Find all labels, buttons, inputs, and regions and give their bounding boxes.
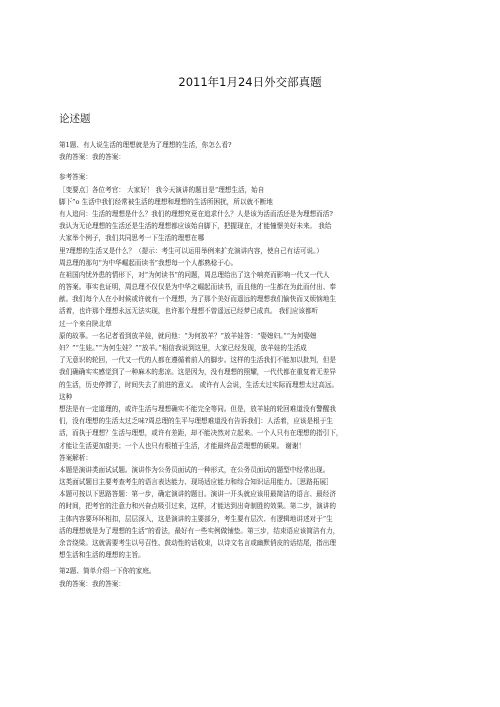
- reference-answer-line: 脚下”o 生活中我们经常被生活的理想和理想的生活所困扰，所以就不断地: [59, 197, 273, 206]
- reference-answer-line: 里?理想的生活又是什么？（提示：考生可以运用举例来扩充演讲内容，使自己有话可说。）: [59, 246, 323, 255]
- reference-answer-line: 原的故事。一名记者看到放羊娃，就问他：“为何放羊？”放羊娃答：“娶媳妇。”“为何娶媳: [59, 331, 317, 340]
- my-answer-2: 我的答案：我的答案：: [59, 579, 125, 588]
- analysis-line: 想生活和生活的理想的主旨。: [59, 551, 145, 560]
- analysis-line: 的时间，把考官的注意力和兴奋点吸引过来，这样，才能达到出奇制胜的效果。第二步，演讲的: [59, 502, 336, 511]
- reference-answer-line: 的答案。事实也证明，周总理不仅仅是为中华之崛起而读书，而且他的一生都在为此而付出、奉: [59, 283, 336, 292]
- analysis-line: 余音绕梁。这就需要考生以号召性、鼓动性的话收束，以诗文名言或幽默俏皮的话结尾，指出理: [59, 539, 336, 547]
- reference-answer-line: 我们确确实实感觉到了一种麻木的悲凉。这是因为，没有理想的照耀，一代代都在重复着无差异: [59, 368, 336, 377]
- reference-answer-label: 参考答案：: [59, 173, 92, 182]
- analysis-line: 活的理想就是为了理想的生活”的看法，最好有一些实例做铺垫。第三步，结束语应该简洁有力，: [59, 526, 340, 535]
- reference-answer-line: 想法是有一定道理的，或许生活与理想确实不能完全等同。但是，放羊娃的轮回难道没有警醒我: [59, 404, 336, 413]
- analysis-line: 本题可按以下思路答题：第一步，确定演讲的题目。演讲一开头就应该用最简洁的语言、最经济: [59, 490, 336, 499]
- reference-answer-line: 了无意识的轮回，一代又一代的人都在遵循着前人的脚步。这样的生活我们不能加以批判，但是: [59, 356, 336, 365]
- reference-answer-line: 我认为无论理想的生活还是生活的理想都应该始自脚下，把握现在，才能憧憬美好未来。 我给: [59, 222, 332, 231]
- question-2: 第2题、简单介绍一下你的家庭。: [59, 567, 156, 576]
- reference-answer-line: 的生活，历史停滞了，时间失去了前进的意义。 或许有人会说，生活太过实际而理想太过高远。: [59, 380, 339, 389]
- reference-answer-line: 活着，也许那个理想永远无法实现，也许那个理想不曾遥远已经梦已成真。 我们应该都听: [59, 307, 319, 316]
- reference-answer-line: 在祖国内忧外患的情形下，对“为何读书”的问题，周总理给出了这个响亮而影响一代又一代人: [59, 270, 330, 279]
- analysis-line: 本题是演讲类面试试题。演讲作为公务员面试的一种形式，在公务员面试的题型中经常出现。: [59, 465, 330, 474]
- section-heading: 论述题: [59, 113, 91, 125]
- question-1: 第1题、有人说生活的理想就是为了理想的生活，你怎么看?: [59, 141, 232, 149]
- analysis-text: [59, 464, 441, 562]
- analysis-line: 这类面试题目主要考查考生的语言表达能力、现场适应能力和综合知识运用能力。［思路拓展］: [59, 478, 333, 487]
- reference-answer-line: 们，没有理想的生活太过乏味?周总理的生平与理想难道没有告诉我们：人活着，应该是根于生: [59, 417, 333, 426]
- reference-answer-line: ［变要点］各位考官： 大家好！ 我今天演讲的题目是“理想生活，始自: [59, 185, 265, 194]
- reference-answer-line: 才能让生活更加甜美；一个人也只有根植于生活，才能最终品尝理想的硕果。 谢谢！: [59, 441, 306, 450]
- analysis-line: 主体内容要环环相扣，层层深入，这是演讲的主要部分，考生要有层次、有逻辑地讲述对于“生: [59, 514, 333, 523]
- reference-answer-text: [59, 184, 441, 452]
- document-title: 2011年1月24日外交部真题: [178, 75, 322, 89]
- document-body: [59, 139, 441, 590]
- reference-answer-line: 献。我们每个人在小时候或许就有一个理想，为了那个美好而遥远的理想我们愉快而又烦恼地生: [59, 295, 336, 304]
- reference-answer-line: 妇？”“生娃。”“为何生娃？”“放羊。”相信我说到这里，大家已经发现，放羊娃的生活成: [59, 344, 307, 352]
- reference-answer-line: 过一个来自陕北草: [59, 319, 112, 328]
- analysis-label: 答案解析：: [59, 453, 92, 462]
- my-answer-1: 我的答案：我的答案：: [59, 153, 125, 162]
- reference-answer-line: 这种: [59, 392, 73, 401]
- reference-answer-line: 周总理的那句“为中华崛起而读书”我想每一个人都熟稔于心。: [59, 258, 238, 267]
- reference-answer-line: 活，而执于理想？生活与理想，或许有差距，却不能决然对立起来。一个人只有在理想的指引下，: [59, 429, 343, 438]
- reference-answer-line: 有人追问：生活的理想是什么？我们的理想究竟在追求什么？人是该为活而活还是为理想而活?: [59, 209, 333, 218]
- reference-answer-line: 大家举个例子，我们共同思考一下生活的理想在哪: [59, 234, 205, 243]
